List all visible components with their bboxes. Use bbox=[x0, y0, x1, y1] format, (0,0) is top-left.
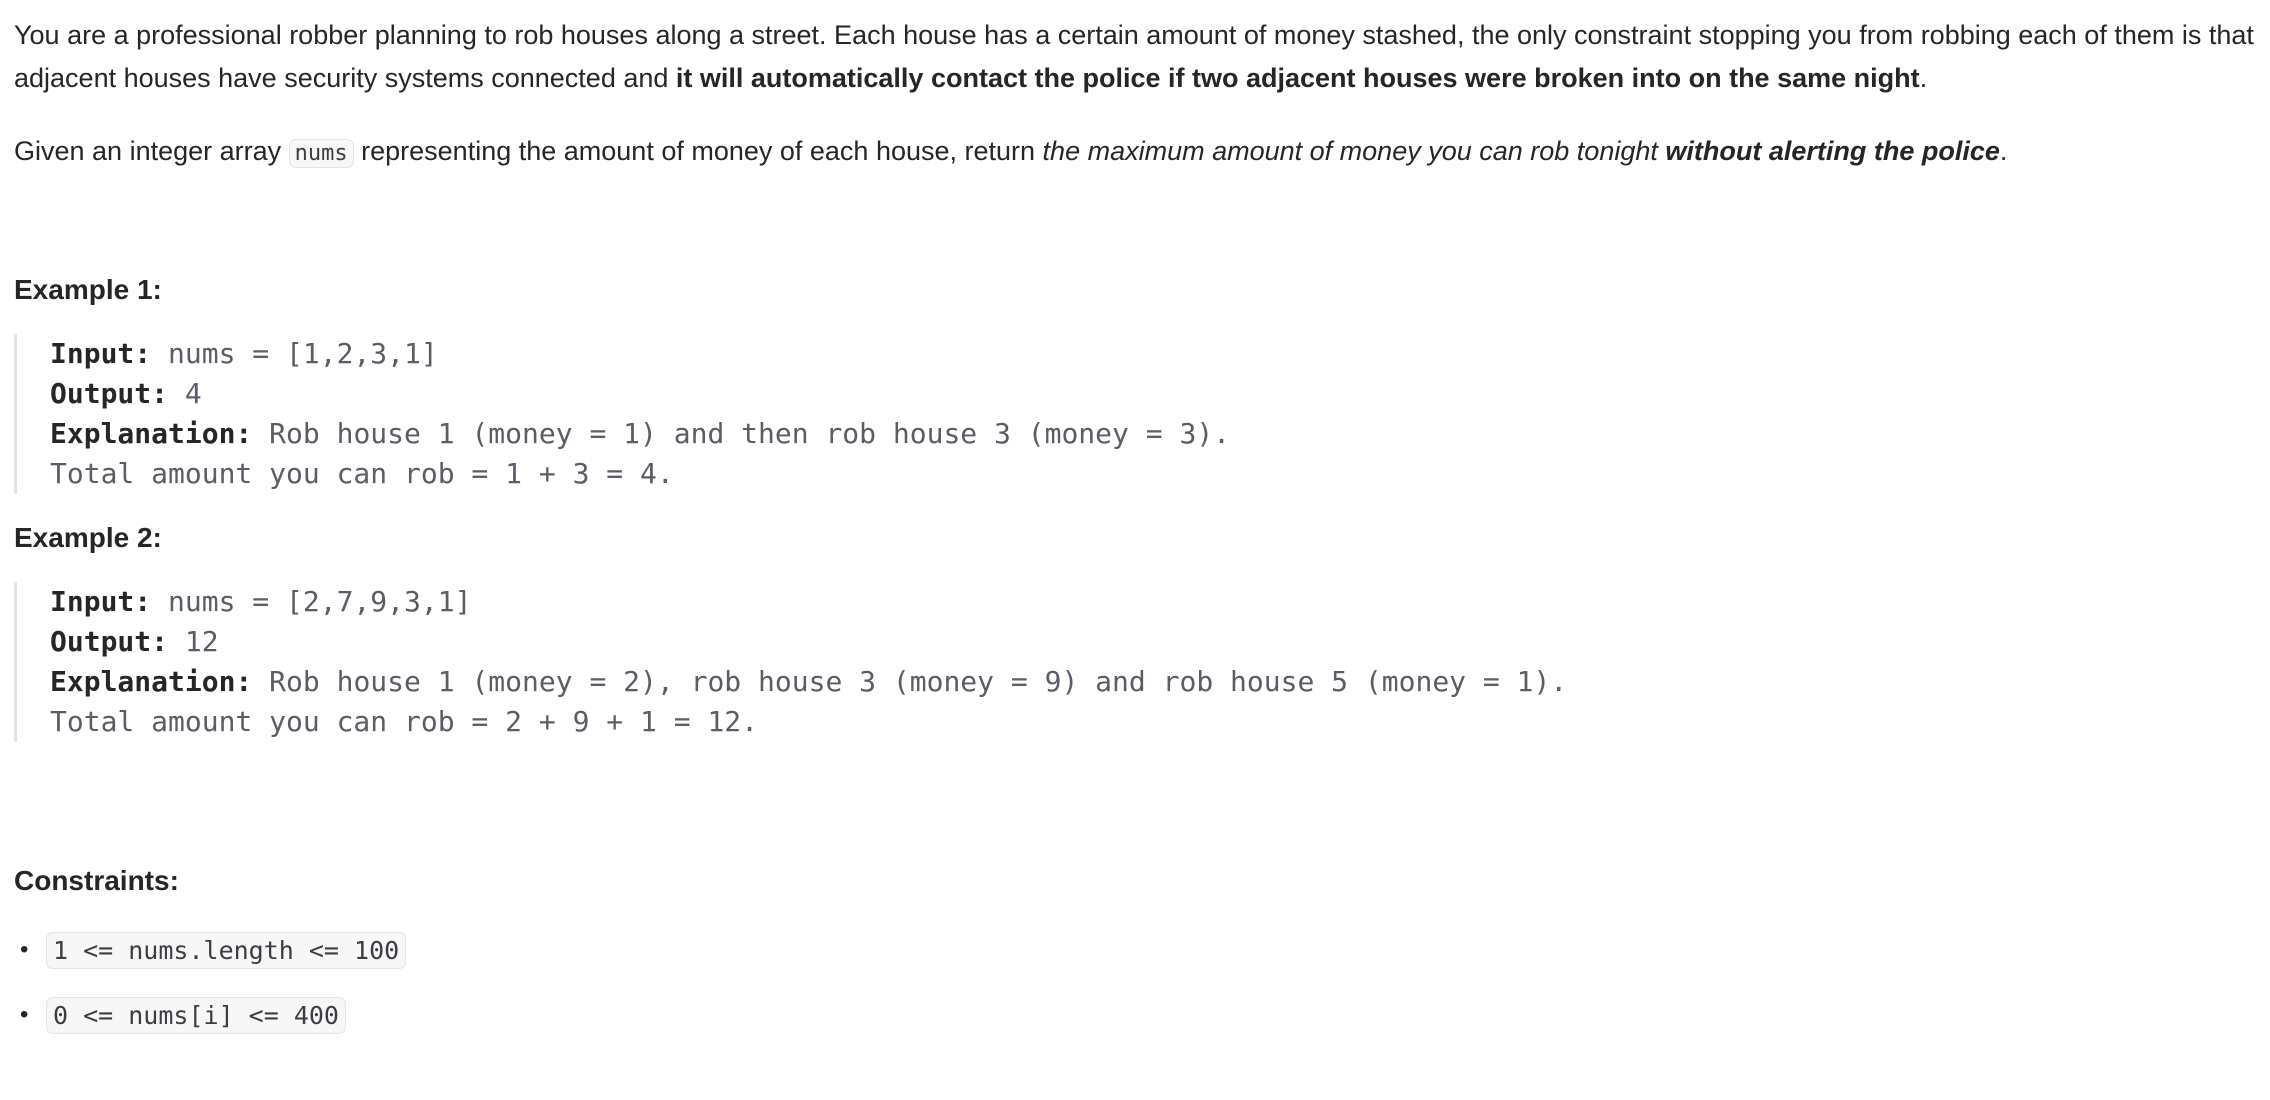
task-period: . bbox=[1999, 136, 2008, 166]
example-1-explanation-label: Explanation: bbox=[50, 417, 253, 450]
example-1-output-label: Output: bbox=[50, 377, 169, 410]
bullet-icon: • bbox=[20, 936, 29, 963]
example-2-explanation-label: Explanation: bbox=[50, 665, 253, 698]
task-text-2: representing the amount of money of each house, return bbox=[353, 136, 1043, 166]
example-1-title: Example 1: bbox=[14, 274, 162, 305]
example-1-input-value: nums = [1,2,3,1] bbox=[151, 337, 438, 370]
example-2-block bbox=[14, 582, 2256, 742]
example-2-output-label: Output: bbox=[50, 625, 169, 658]
constraint-code: 0 <= nums[i] <= 400 bbox=[46, 997, 346, 1034]
task-italic: the maximum amount of money you can rob tonight bbox=[1042, 136, 1666, 166]
constraints-title: Constraints: bbox=[14, 865, 179, 896]
example-2-explanation-value: Rob house 1 (money = 2), rob house 3 (money = 9) and rob house 5 (money = 1). bbox=[252, 665, 1568, 698]
constraints-list bbox=[14, 929, 2256, 1037]
nums-code: nums bbox=[289, 139, 354, 168]
example-2-input-label: Input: bbox=[50, 585, 152, 618]
example-1-input-label: Input: bbox=[50, 337, 152, 370]
constraint-code: 1 <= nums.length <= 100 bbox=[46, 932, 406, 969]
constraint-item bbox=[20, 994, 2256, 1037]
task-text: Given an integer array bbox=[14, 136, 289, 166]
statement-text: You are a professional robber planning to rob houses along a street. Each house has a certain amount of money stashed, the only constraint stopping you from robbing each of them is that adjacent houses have security systems connected and bbox=[14, 20, 2254, 93]
bullet-icon: • bbox=[20, 1001, 29, 1028]
example-2-title: Example 2: bbox=[14, 522, 162, 553]
example-1-explanation-line2: Total amount you can rob = 1 + 3 = 4. bbox=[50, 457, 674, 490]
statement-emphasis: it will automatically contact the police if two adjacent houses were broken into on the same night bbox=[675, 63, 1920, 93]
example-1-output-value: 4 bbox=[168, 377, 202, 410]
task-paragraph bbox=[14, 130, 2256, 175]
constraint-item bbox=[20, 929, 2256, 972]
problem-statement-paragraph bbox=[14, 14, 2256, 100]
example-1-block bbox=[14, 334, 2256, 494]
example-2-output-value: 12 bbox=[168, 625, 219, 658]
example-2-explanation-line2: Total amount you can rob = 2 + 9 + 1 = 12. bbox=[50, 705, 759, 738]
example-2-input-value: nums = [2,7,9,3,1] bbox=[151, 585, 472, 618]
example-1-explanation-value: Rob house 1 (money = 1) and then rob house 3 (money = 3). bbox=[252, 417, 1231, 450]
statement-period: . bbox=[1919, 63, 1928, 93]
task-bold-italic: without alerting the police bbox=[1665, 136, 2000, 166]
